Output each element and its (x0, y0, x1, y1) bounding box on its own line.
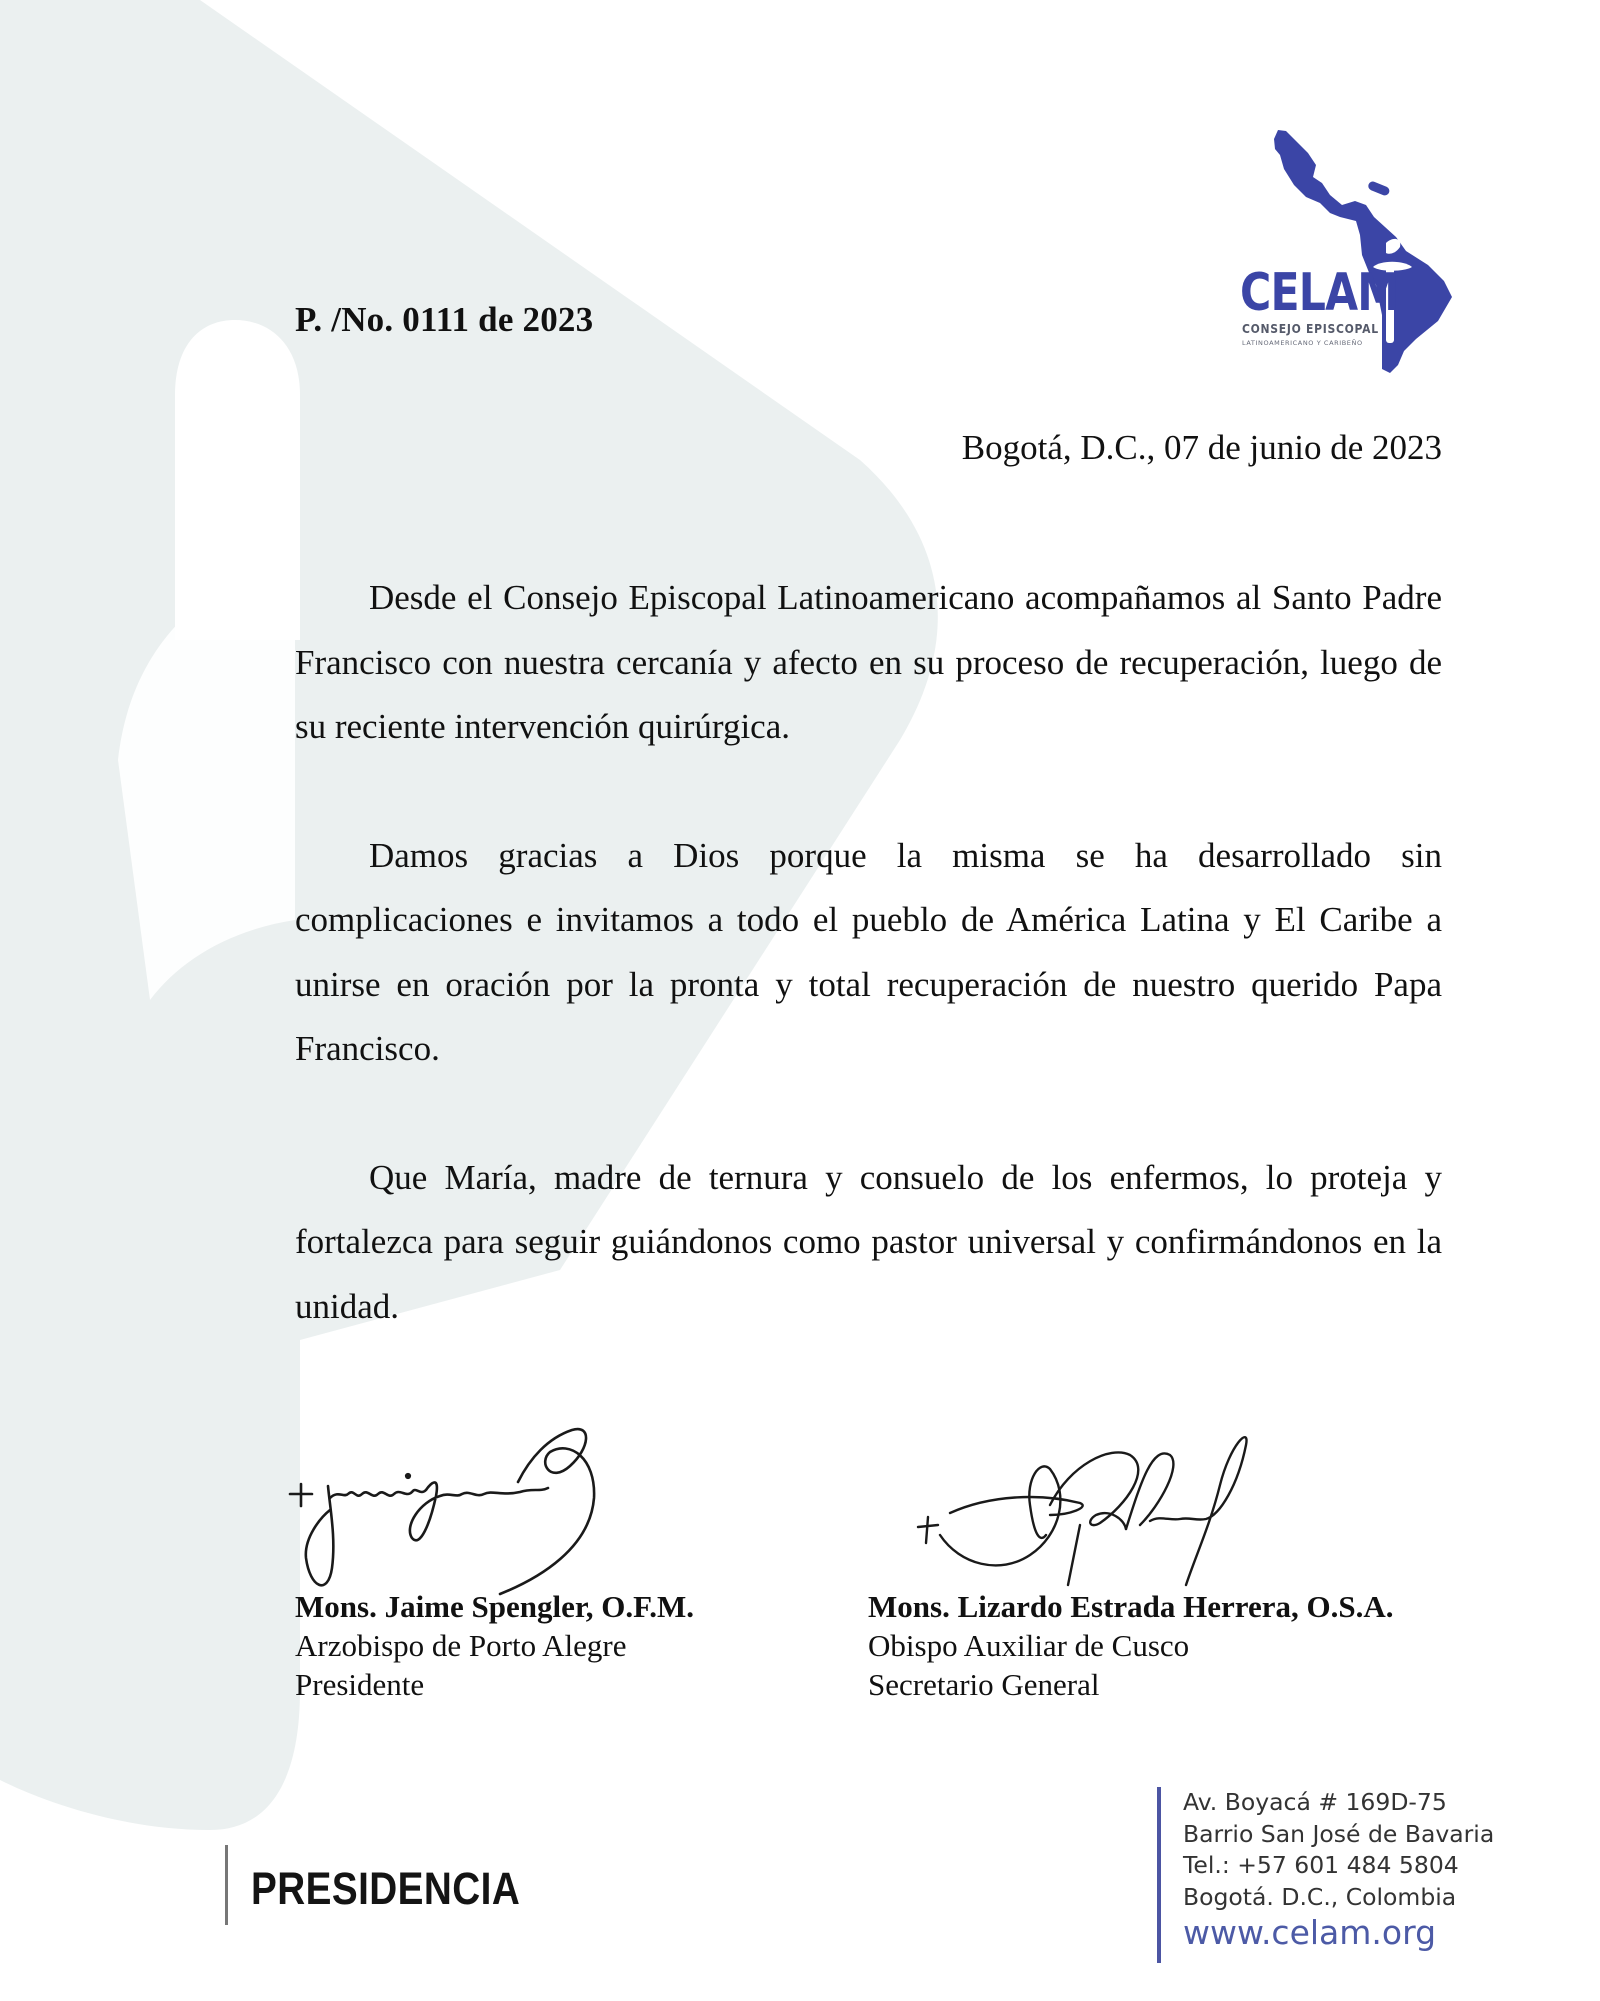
city-line: Bogotá. D.C., Colombia (1183, 1882, 1457, 1911)
divider (225, 1845, 228, 1925)
website-link[interactable]: www.celam.org (1183, 1913, 1437, 1952)
signatory-name: Mons. Jaime Spengler, O.F.M. (295, 1589, 694, 1624)
signatory-block (868, 1587, 1394, 1704)
address-line: Barrio San José de Bavaria (1183, 1819, 1495, 1848)
signatory-name: Mons. Lizardo Estrada Herrera, O.S.A. (868, 1589, 1394, 1624)
paragraph: Que María, madre de ternura y consuelo de los enfermos, lo proteja y fortalezca para seguir guiándonos como pastor universal y confirmándonos en la unidad. (295, 1157, 1442, 1326)
paragraph: Damos gracias a Dios porque la misma se ha desarrollado sin complicaciones e invitamos a todo el pueblo de América Latina y El Caribe a unirse en oración por la pronta y total recuperación de nuestro querido Papa Francisco. (295, 835, 1442, 1068)
phone-line: Tel.: +57 601 484 5804 (1183, 1851, 1459, 1879)
address-line: Av. Boyacá # 169D-75 (1183, 1788, 1447, 1816)
reference-number: P. /No. 0111 de 2023 (295, 300, 594, 339)
signatory-title: Obispo Auxiliar de Cusco (868, 1628, 1190, 1663)
date-line: Bogotá, D.C., 07 de junio de 2023 (961, 428, 1442, 467)
logo-subtitle-small: LATINOAMERICANO Y CARIBEÑO (1242, 339, 1363, 347)
signature-estrada (890, 1425, 1280, 1595)
logo-wordmark: CELAM (1240, 263, 1399, 323)
latin-america-map-cross-icon (1190, 125, 1490, 375)
signatory-title: Arzobispo de Porto Alegre (295, 1628, 627, 1663)
paragraph: Desde el Consejo Episcopal Latinoamericano acompañamos al Santo Padre Francisco con nuestra cercanía y afecto en su proceso de recuperación, luego de su reciente intervención quirúrgica. (295, 578, 1442, 746)
signature-spengler (280, 1418, 610, 1608)
logo-subtitle: CONSEJO EPISCOPAL (1242, 322, 1379, 336)
divider (1157, 1787, 1161, 1963)
celam-logo (1190, 125, 1490, 375)
department-name: PRESIDENCIA (251, 1863, 521, 1914)
signatory-role: Presidente (295, 1667, 425, 1702)
signatory-role: Secretario General (868, 1667, 1100, 1702)
letter-body (295, 566, 1442, 1403)
